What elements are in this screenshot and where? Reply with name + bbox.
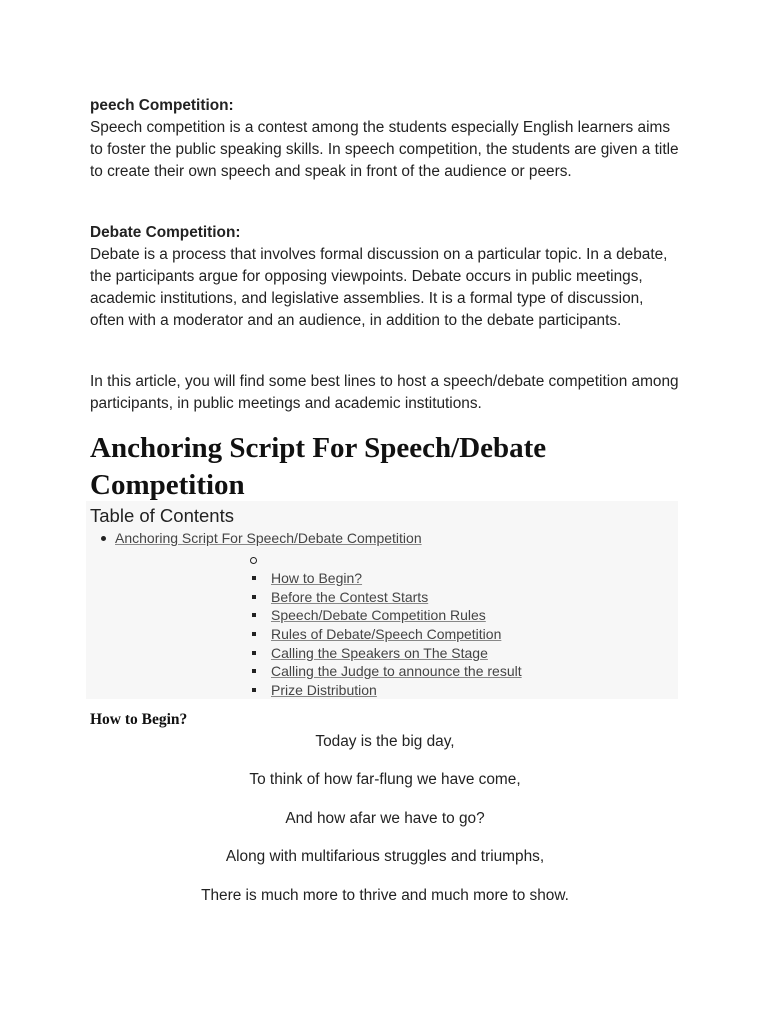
- toc-link-prize-distribution[interactable]: Prize Distribution: [271, 682, 377, 698]
- square-bullet-icon: [252, 576, 256, 580]
- speech-competition-heading: peech Competition:: [90, 97, 234, 114]
- poem-line: There is much more to thrive and much more to show.: [201, 887, 569, 904]
- poem-line: Today is the big day,: [315, 733, 455, 750]
- toc-link-how-to-begin[interactable]: How to Begin?: [271, 570, 363, 586]
- toc-subitem[interactable]: [271, 644, 488, 663]
- toc-link-competition-rules[interactable]: Speech/Debate Competition Rules: [271, 607, 486, 623]
- toc-link-calling-judge[interactable]: Calling the Judge to announce the result: [271, 663, 522, 679]
- poem-line: And how afar we have to go?: [285, 810, 485, 827]
- square-bullet-icon: [252, 669, 256, 673]
- square-bullet-icon: [252, 632, 256, 636]
- poem-line: Along with multifarious struggles and triumphs,: [225, 848, 545, 865]
- page-title: Anchoring Script For Speech/Debate Competition: [90, 432, 547, 501]
- intro-paragraph: In this article, you will find some best lines to host a speech/debate competition among participants, in public meetings and academic institutions.: [90, 373, 679, 412]
- toc-subitem[interactable]: [271, 606, 486, 625]
- toc-subitem[interactable]: [271, 569, 362, 588]
- circle-bullet-icon: [250, 557, 257, 564]
- toc-link-before-contest[interactable]: Before the Contest Starts: [271, 589, 429, 605]
- toc-subitem[interactable]: [271, 625, 501, 644]
- square-bullet-icon: [252, 688, 256, 692]
- toc-subitem[interactable]: [271, 588, 428, 607]
- how-to-begin-heading: How to Begin?: [90, 711, 188, 728]
- square-bullet-icon: [252, 595, 256, 599]
- toc-title: Table of Contents: [90, 505, 234, 526]
- toc-item-main[interactable]: [115, 528, 422, 548]
- square-bullet-icon: [252, 651, 256, 655]
- toc-subitem[interactable]: [271, 662, 522, 681]
- debate-competition-paragraph: Debate is a process that involves formal discussion on a particular topic. In a debate, the participants argue for opposing viewpoints. Debate occurs in public meetings, academic institutions, and legislative assemblies. It is a formal type of discussion, often with a moderator and an audience, in addition to the debate participants.: [90, 246, 668, 329]
- square-bullet-icon: [252, 613, 256, 617]
- poem-line: To think of how far-flung we have come,: [249, 771, 521, 788]
- toc-link-calling-speakers[interactable]: Calling the Speakers on The Stage: [271, 645, 488, 661]
- bullet-icon: [101, 536, 106, 541]
- toc-subitem[interactable]: [271, 681, 377, 700]
- toc-link-main[interactable]: Anchoring Script For Speech/Debate Competition: [115, 530, 422, 546]
- toc-link-rules-of-debate[interactable]: Rules of Debate/Speech Competition: [271, 626, 502, 642]
- debate-competition-heading: Debate Competition:: [90, 224, 241, 241]
- speech-competition-paragraph: Speech competition is a contest among the students especially English learners aims to foster the public speaking skills. In speech competition, the students are given a title to create their own speech and speak in front of the audience or peers.: [90, 119, 679, 180]
